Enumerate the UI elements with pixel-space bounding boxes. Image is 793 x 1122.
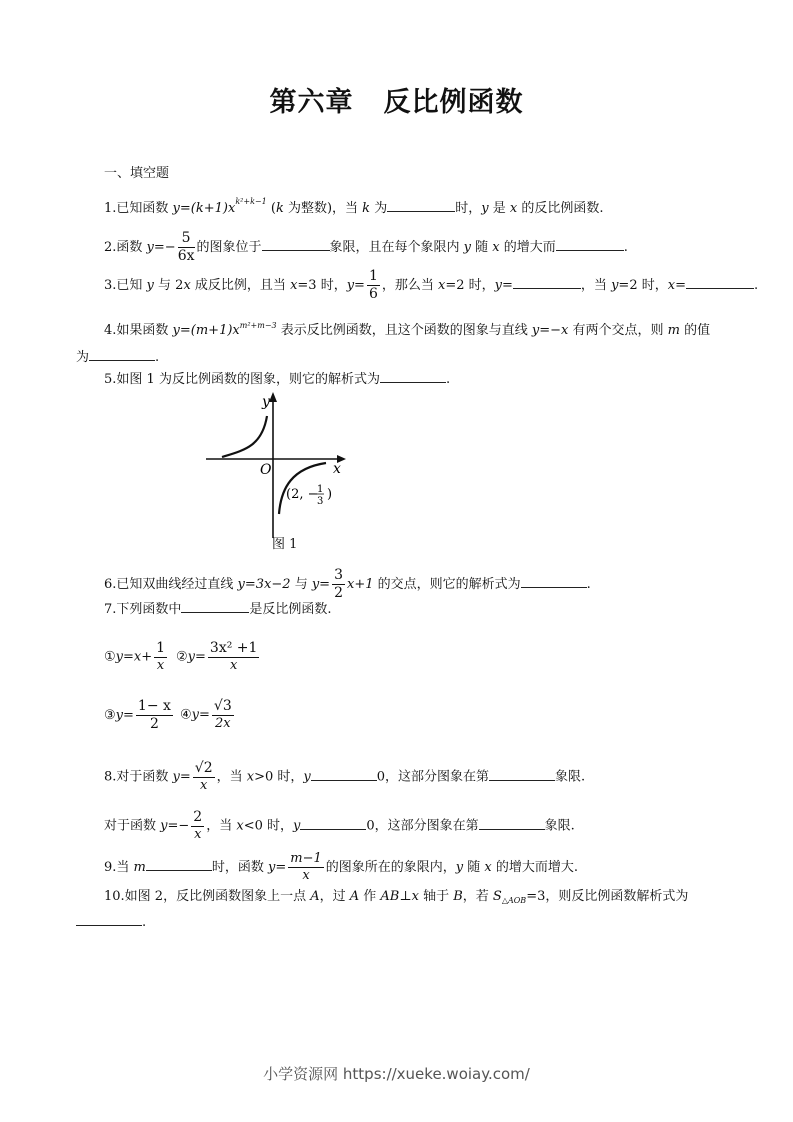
question-6: 6.已知双曲线经过直线 y=3x−2 与 y= $\frac{3}{2}$ x+1 的交点，则它的解析式为 . xyxy=(104,567,591,601)
fraction: $\frac{3}{2}$ xyxy=(334,567,343,601)
option-3: ③y= $\frac{1- x}{2}$ xyxy=(104,698,171,732)
answer-blank[interactable] xyxy=(262,238,330,251)
chapter-name: 反比例函数 xyxy=(383,87,524,118)
y-axis-label: y xyxy=(262,394,270,410)
question-9: 9.当 m 时，函数 y= $\frac{m-1}{x}$ 的图象所在的象限内，y 随 x 的增大而增大. xyxy=(104,851,579,883)
answer-blank[interactable] xyxy=(387,199,455,212)
answer-blank[interactable] xyxy=(311,768,377,781)
point-label: (2, − xyxy=(286,487,319,502)
answer-blank[interactable] xyxy=(89,348,155,361)
option-4: ④y= $\frac{√3}{2x}$ xyxy=(180,698,232,731)
question-4-continued: 为 . xyxy=(76,350,160,365)
chapter-number: 第六章 xyxy=(269,87,354,118)
answer-blank[interactable] xyxy=(300,817,366,830)
answer-blank[interactable] xyxy=(181,600,249,613)
answer-blank[interactable] xyxy=(686,276,754,289)
point-num: 1 xyxy=(317,484,324,495)
option-1: ①y=x+ $\frac{1}{x}$ xyxy=(104,640,166,673)
question-10-continued: . xyxy=(76,913,146,931)
question-2: 2.函数 y=− $\frac{5}{6x}$ 的图象位于 象限，且在每个象限内 y 随 x 的增大而 . xyxy=(104,230,628,264)
fraction: $\frac{5}{6x}$ xyxy=(177,230,195,264)
section-heading: 一、填空题 xyxy=(104,166,170,181)
answer-blank[interactable] xyxy=(479,817,545,830)
point-den: 3 xyxy=(317,496,324,507)
answer-blank[interactable] xyxy=(76,913,142,926)
fraction: $\frac{1}{6}$ xyxy=(368,268,378,302)
question-3: 3.已知 y 与 2x 成反比例，且当 x=3 时，y= $\frac{1}{6}$ ，那么当 x=2 时，y= ，当 y=2 时，x= . xyxy=(104,268,759,302)
option-2: ②y= $\frac{\text{3x² +1}}{x}$ xyxy=(176,640,258,673)
figure-1-caption: 图 1 xyxy=(272,537,298,552)
question-7: 7.下列函数中 是反比例函数. xyxy=(104,602,332,617)
origin-label: O xyxy=(260,462,272,478)
answer-blank[interactable] xyxy=(146,858,212,871)
question-4: 4.如果函数 $y=(m+1)x^{m^2+m-3}$ 表示反比例函数，且这个函数的图象与直线 y=−x 有两个交点，则 m 的值 xyxy=(104,321,711,338)
svg-text:): ) xyxy=(327,487,333,502)
question-8: 8.对于函数 y= $\frac{√2}{x}$ ，当 x>0 时，y 0，这部分图象在第 象限. xyxy=(104,760,586,793)
answer-blank[interactable] xyxy=(380,370,446,383)
question-10: 10.如图 2，反比例函数图象上一点 A，过 A 作 AB⊥x 轴于 B，若 $S_{\triangle AOB}=3$，则反比例函数解析式为 xyxy=(104,889,689,905)
answer-blank[interactable] xyxy=(489,768,555,781)
question-1: 1.已知函数 $y=(k+1)x^{k^2+k-1}$ (k 为整数)，当 k 为 时，y 是 x 的反比例函数. xyxy=(104,197,604,216)
page-title xyxy=(0,80,793,119)
answer-blank[interactable] xyxy=(513,276,581,289)
figure-1-hyperbola-graph xyxy=(200,388,350,553)
footer-watermark: 小学资源网 https://xueke.woiay.com/ xyxy=(263,1065,530,1083)
question-5: 5.如图 1 为反比例函数的图象，则它的解析式为 . xyxy=(104,372,451,387)
question-8-part-2: 对于函数 y=− $\frac{2}{x}$ ，当 x<0 时，y 0，这部分图象在第 象限. xyxy=(104,809,575,842)
x-axis-label: x xyxy=(333,461,341,477)
answer-blank[interactable] xyxy=(556,238,624,251)
answer-blank[interactable] xyxy=(521,575,587,588)
